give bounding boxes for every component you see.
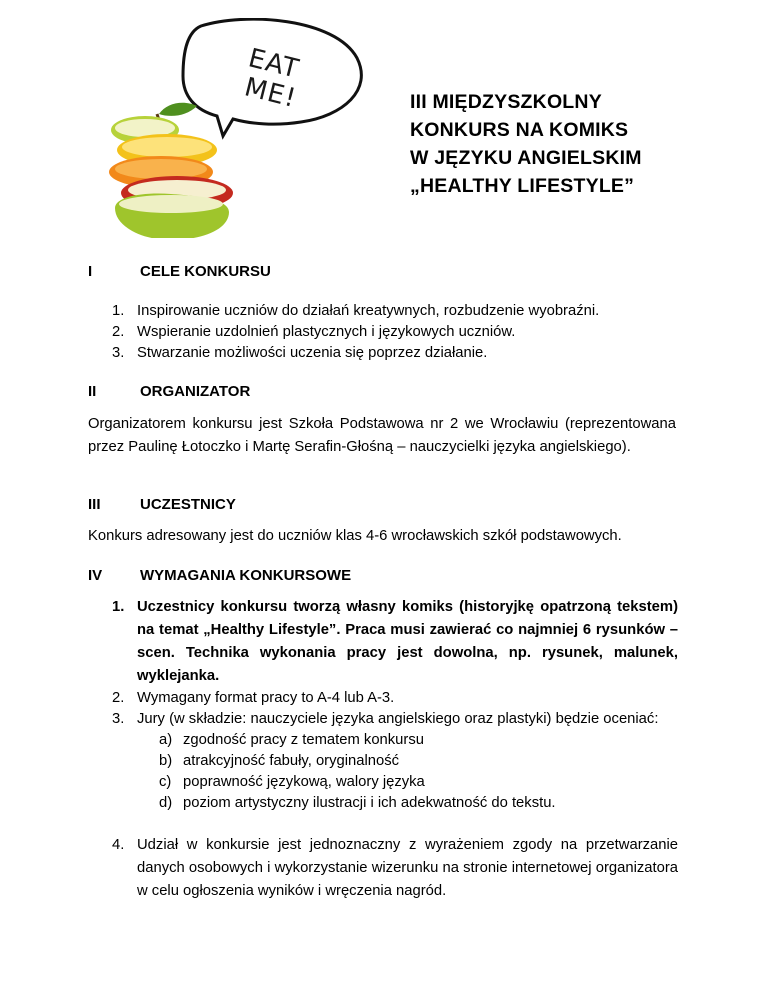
fruit-stack-illustration: [105, 18, 375, 238]
sublist-item: a) zgodność pracy z tematem konkursu: [159, 732, 424, 748]
sublist-item: c) poprawność językową, walory języka: [159, 774, 425, 790]
section-title: CELE KONKURSU: [140, 263, 271, 280]
sublist-item: b) atrakcyjność fabuły, oryginalność: [159, 753, 400, 769]
requirements-list: [112, 596, 678, 903]
list-item: 2. Wymagany format pracy to A-4 lub A-3.: [112, 690, 395, 706]
bubble-text-line1: EAT: [245, 43, 303, 85]
page-title: [410, 88, 730, 200]
goals-list: [112, 301, 692, 364]
section-number: II: [88, 383, 97, 400]
organizer-paragraph: Organizatorem konkursu jest Szkoła Podstawowa nr 2 we Wrocławiu (reprezentowana przez Paulinę Łotoczko i Martę Serafin-Głośną – nauczycielki języka angielskiego).: [88, 416, 676, 455]
section-number: III: [88, 496, 101, 513]
list-item: 1. Uczestnicy konkursu tworzą własny komiks (historyjkę opatrzoną tekstem) na temat „Healthy Lifestyle”. Praca musi zawierać co najmniej 6 rysunków – scen. Technika wykonania pracy jest dowolna, np. rysunek, malunek, wyklejanka.: [112, 599, 678, 684]
title-line: „HEALTHY LIFESTYLE”: [410, 175, 635, 197]
bubble-text-line2: ME!: [241, 72, 300, 115]
section-title: WYMAGANIA KONKURSOWE: [140, 567, 352, 584]
section-number: IV: [88, 567, 103, 584]
title-line: III MIĘDZYSZKOLNY: [410, 91, 602, 113]
list-item: 1. Inspirowanie uczniów do działań kreatywnych, rozbudzenie wyobraźni.: [112, 303, 600, 319]
list-item: 2. Wspieranie uzdolnień plastycznych i językowych uczniów.: [112, 324, 516, 340]
criteria-sublist: [137, 730, 678, 814]
section-title: UCZESTNICY: [140, 496, 236, 513]
participants-paragraph: Konkurs adresowany jest do uczniów klas 4-6 wrocławskich szkół podstawowych.: [88, 528, 622, 544]
title-line: KONKURS NA KOMIKS: [410, 119, 629, 141]
list-item: 3. Stwarzanie możliwości uczenia się poprzez działanie.: [112, 345, 488, 361]
speech-bubble: [183, 19, 361, 136]
list-item: 3. Jury (w składzie: nauczyciele języka angielskiego oraz plastyki) będzie oceniać: a) zgodność pracy z tematem konkursu b) atrakcyjność fabuły, oryginalność c) poprawność językową, walory języka d) poziom artystyczny ilustracji i ich adekwatność do tekstu.: [112, 709, 678, 814]
section-number: I: [88, 263, 93, 280]
title-line: W JĘZYKU ANGIELSKIM: [410, 147, 642, 169]
list-item: 4. Udział w konkursie jest jednoznaczny z wyrażeniem zgody na przetwarzanie danych osobowych i wykorzystanie wizerunku na stronie internetowej organizatora w celu ogłoszenia wyników i wręczenia nagród.: [112, 837, 678, 899]
sublist-item: d) poziom artystyczny ilustracji i ich adekwatność do tekstu.: [159, 795, 556, 811]
section-title: ORGANIZATOR: [140, 383, 251, 400]
